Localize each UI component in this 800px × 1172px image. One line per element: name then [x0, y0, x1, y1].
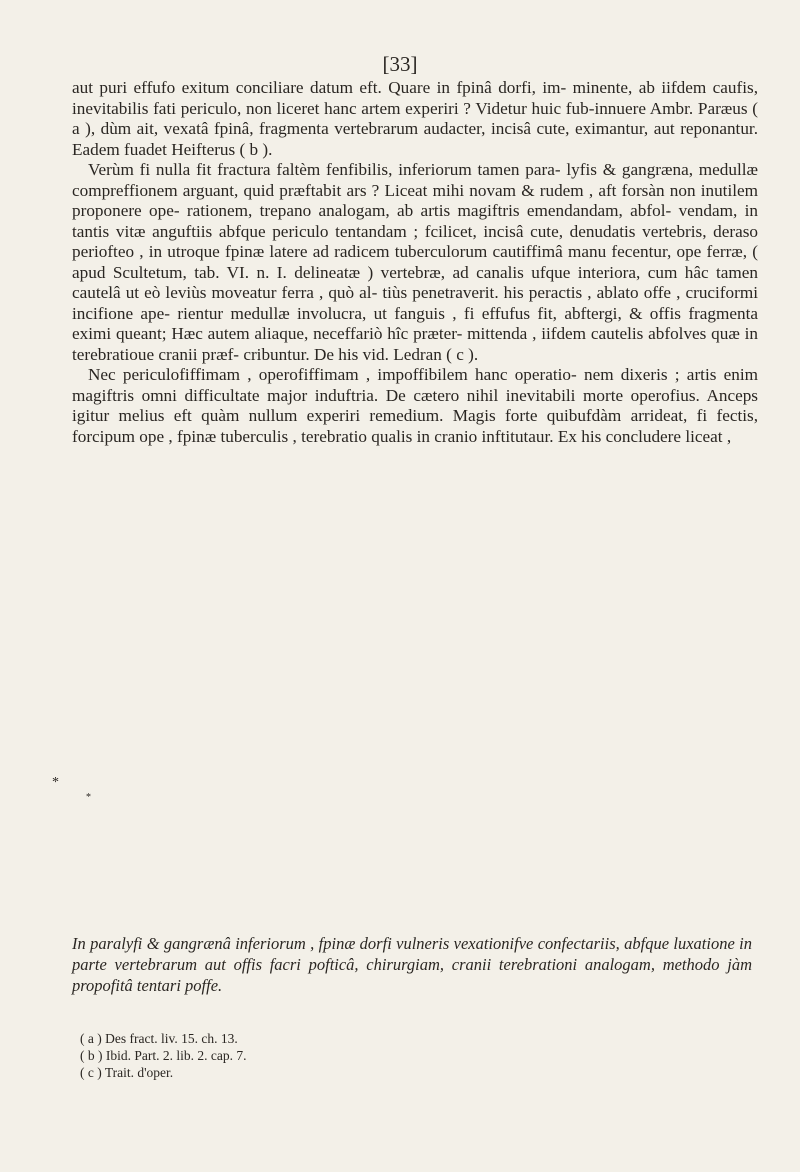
footnote: ( c ) Trait. d'oper.: [80, 1065, 174, 1080]
footnote: ( b ) Ibid. Part. 2. lib. 2. cap. 7.: [80, 1048, 247, 1063]
margin-asterisk: *: [52, 775, 59, 790]
conclusion-summary: [72, 933, 752, 996]
margin-asterisk: *: [86, 792, 91, 803]
page-number: [33]: [382, 52, 418, 76]
summary-text: In paralyfi & gangrænâ inferiorum , fpinæ dorfi vulneris vexationifve confectariis, abfque luxatione in parte vertebrarum aut offis facri pofticâ, chirurgiam, cranii terebrationi analogam, methodo jàm propofitâ tentari poffe.: [72, 934, 752, 995]
main-text: [72, 78, 758, 447]
paragraph: Nec periculofiffimam , operofiffimam , impoffibilem hanc operatio- nem dixeris ; artis enim magiftris omni difficultate major induftria. De cætero nihil inevitabili morte operofius. Anceps igitur melius eft quàm nullum experiri remedium. Magis forte quibufdàm arrideat, fi fectis, forcipum ope , fpinæ tuberculis , terebratio qualis in cranio inftitutaur. Ex his concludere liceat ,: [72, 365, 758, 446]
footnote: ( a ) Des fract. liv. 15. ch. 13.: [80, 1031, 238, 1046]
footnotes: [80, 1030, 580, 1081]
paragraph: aut puri effufo exitum conciliare datum eft. Quare in fpinâ dorfi, im- minente, ab iifdem caufis, inevitabilis fati periculo, non liceret hanc artem experiri ? Videtur huic fub-innuere Ambr. Paræus ( a ), dùm ait, vexatâ fpinâ, fragmenta vertebrarum audacter, incisâ cute, eximantur, aut reponantur. Eadem fuadet Heifterus ( b ).: [72, 78, 758, 159]
paragraph: Verùm fi nulla fit fractura faltèm fenfibilis, inferiorum tamen para- lyfis & gangræna, medullæ compreffionem arguant, quid præftabit ars ? Liceat mihi novam & rudem , aft forsàn non inutilem proponere ope- rationem, trepano analogam, ab artis magiftris emendandam, abfol- vendam, in tantis vitæ anguftiis abfque periculo tentandam ; fcilicet, incisâ cute, denudatis vertebris, deraso periofteo , in utroque fpinæ latere ad radicem tuberculorum cautiffimâ manu fecentur, ope ferræ, ( apud Scultetum, tab. VI. n. I. delineatæ ) vertebræ, ad canalis ufque interiora, cum hâc tamen cautelâ ut eò leviùs moveatur ferra , quò al- tiùs penetraverit. his peractis , ablato offe , cruciformi incifione ape- rientur medullæ involucra, ut fanguis , fi effufus fit, abftergi, & offis fragmenta eximi queant; Hæc autem aliaque, neceffariò hîc præter- mittenda , iifdem cautelis abfolves quæ in terebratioue cranii præf- cribuntur. De his vid. Ledran ( c ).: [72, 160, 758, 364]
